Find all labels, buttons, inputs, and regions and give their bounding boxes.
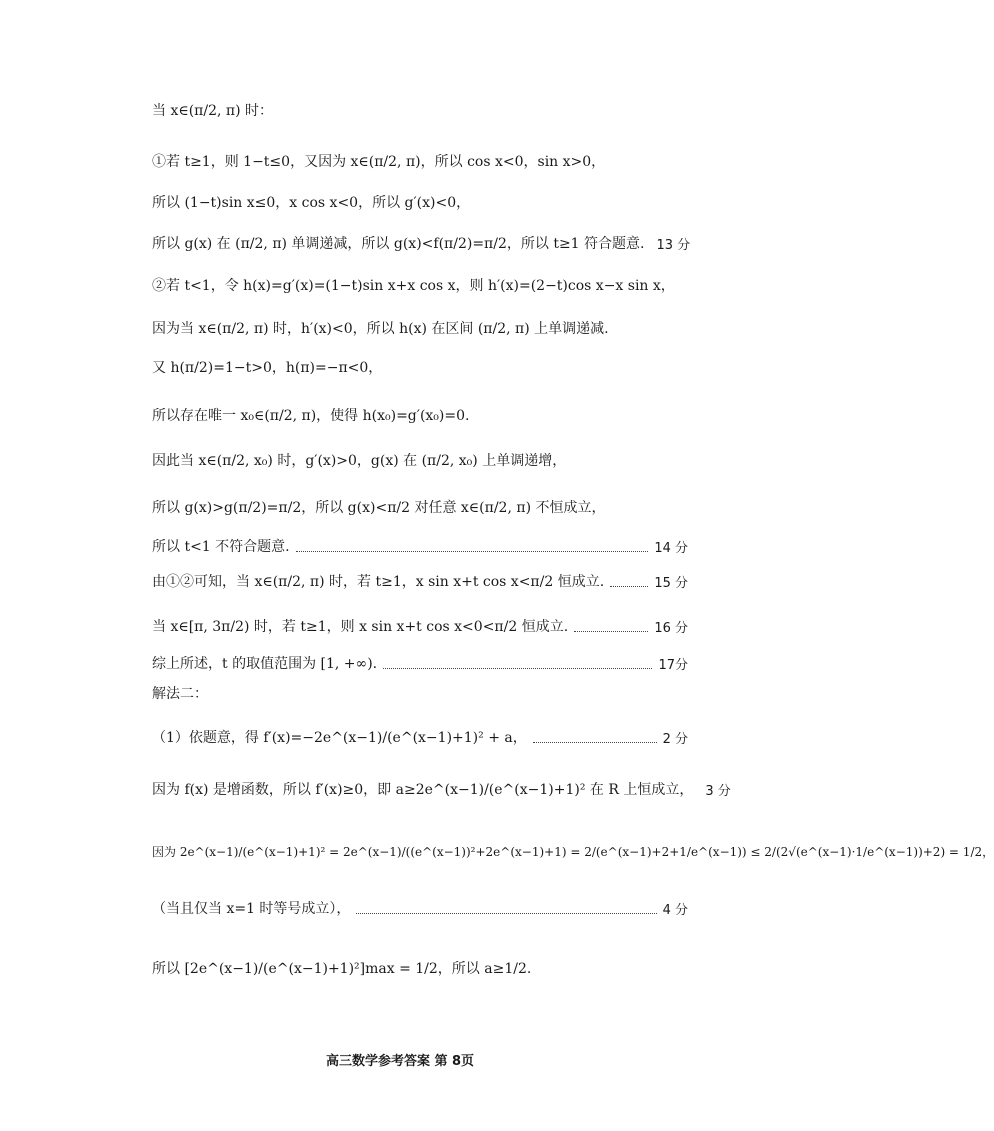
score-13: 13 分 <box>656 237 691 253</box>
leader-dots <box>356 913 656 914</box>
page-footer: 高三数学参考答案 第 8页 <box>325 1054 475 1069</box>
line-2: ①若 t≥1，则 1−t≤0，又因为 x∈(π/2, π)，所以 cos x<0，sin x>0， <box>152 154 606 170</box>
line-11-text: 所以 t<1 不符合题意. <box>152 539 290 555</box>
line-5: ②若 t<1，令 h(x)=g′(x)=(1−t)sin x+x cos x，则 h′(x)=(2−t)cos x−x sin x， <box>152 278 675 294</box>
line-13 <box>152 616 688 636</box>
score-2: 2 分 <box>662 731 688 747</box>
line-19-text: （当且仅当 x=1 时等号成立）， <box>152 901 351 917</box>
line-1: 当 x∈(π/2, π) 时： <box>152 103 274 119</box>
leader-dots <box>383 668 652 669</box>
line-11 <box>152 536 688 556</box>
score-3: 3 分 <box>705 783 731 799</box>
line-14 <box>152 653 688 673</box>
leader-dots <box>574 631 648 632</box>
leader-dots <box>533 742 657 743</box>
score-16: 16 分 <box>654 620 688 636</box>
score-14: 14 分 <box>654 540 688 556</box>
line-12 <box>152 571 688 591</box>
line-7: 又 h(π/2)=1−t>0，h(π)=−π<0， <box>152 360 383 376</box>
score-4: 4 分 <box>662 902 688 918</box>
line-3: 所以 (1−t)sin x≤0，x cos x<0，所以 g′(x)<0， <box>152 195 471 211</box>
score-15: 15 分 <box>654 575 688 591</box>
line-17 <box>152 779 731 799</box>
score-17: 17分 <box>658 657 688 673</box>
line-17-text: 因为 f(x) 是增函数，所以 f′(x)≥0，即 a≥2e^(x−1)/(e^(x−1)+1)² 在 R 上恒成立， <box>152 782 694 798</box>
line-20: 所以 [2e^(x−1)/(e^(x−1)+1)²]max = 1/2，所以 a≥1/2. <box>152 961 532 977</box>
line-19 <box>152 898 688 918</box>
line-9: 因此当 x∈(π/2, x₀) 时，g′(x)>0，g(x) 在 (π/2, x₀) 上单调递增， <box>152 453 567 469</box>
leader-dots <box>296 551 649 552</box>
line-12-text: 由①②可知，当 x∈(π/2, π) 时，若 t≥1，x sin x+t cos x<π/2 恒成立. <box>152 574 605 590</box>
line-16 <box>152 727 688 747</box>
line-8: 所以存在唯一 x₀∈(π/2, π)，使得 h(x₀)=g′(x₀)=0. <box>152 408 470 424</box>
line-15-method-two: 解法二： <box>152 686 208 702</box>
line-6: 因为当 x∈(π/2, π) 时，h′(x)<0，所以 h(x) 在区间 (π/2, π) 上单调递减. <box>152 321 609 337</box>
line-4 <box>152 233 691 253</box>
line-16-text: （1）依题意，得 f′(x)=−2e^(x−1)/(e^(x−1)+1)² + a， <box>152 730 527 746</box>
line-10: 所以 g(x)>g(π/2)=π/2，所以 g(x)<π/2 对任意 x∈(π/2, π) 不恒成立， <box>152 500 606 516</box>
leader-dots <box>610 586 648 587</box>
line-18: 因为 2e^(x−1)/(e^(x−1)+1)² = 2e^(x−1)/((e^(x−1))²+2e^(x−1)+1) = 2/(e^(x−1)+2+1/e^(x−1)) ≤ 2/(2√(e^(x−1)·1/e^(x−1))+2) = 1/2， <box>152 845 994 859</box>
line-13-text: 当 x∈[π, 3π/2) 时，若 t≥1，则 x sin x+t cos x<0<π/2 恒成立. <box>152 619 569 635</box>
line-4-text: 所以 g(x) 在 (π/2, π) 单调递减，所以 g(x)<f(π/2)=π/2，所以 t≥1 符合题意. <box>152 236 645 252</box>
line-14-text: 综上所述，t 的取值范围为 [1, +∞). <box>152 656 378 672</box>
